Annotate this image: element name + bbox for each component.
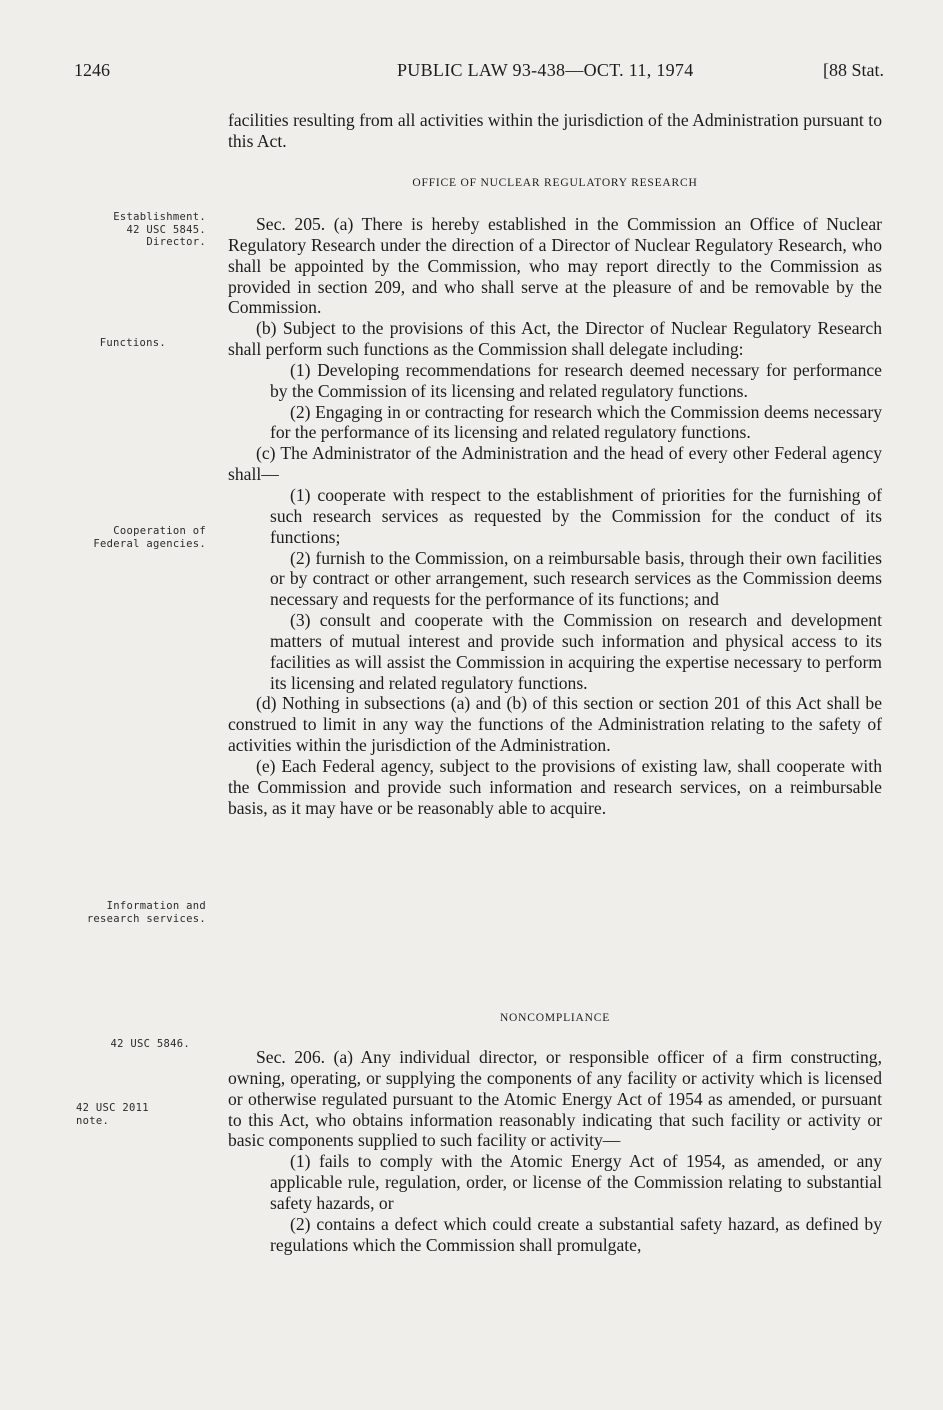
sec205-b1: (1) Developing recommendations for research deemed necessary for performance by the Commission of its licensing and related regulatory functions. [270, 359, 882, 401]
margin-note-line: Establishment. [113, 211, 206, 223]
margin-note-usc2011 [76, 1102, 196, 1127]
intro-paragraph [228, 110, 882, 152]
page-number: 1246 [74, 60, 110, 80]
margin-note-line: Cooperation of [113, 525, 206, 537]
margin-note-line: 42 USC 5846. [110, 1038, 190, 1050]
sec205-c1: (1) cooperate with respect to the establishment of priorities for the furnishing of such research services as requested by the Commission for the conduct of its functions; [270, 484, 882, 547]
section-206 [228, 1047, 882, 1255]
margin-note-line: note. [76, 1114, 110, 1127]
section-205 [228, 214, 882, 818]
margin-note-line: Functions. [99, 337, 166, 349]
sec205-b: (b) Subject to the provisions of this Act, the Director of Nuclear Regulatory Research shall perform such functions as the Commission shall delegate including: [228, 318, 882, 360]
intro-text: facilities resulting from all activities within the jurisdiction of the Administration pursuant to this Act. [228, 110, 882, 151]
sec206-a2: (2) contains a defect which could create a substantial safety hazard, as defined by regulations which the Commission shall promulgate, [270, 1213, 882, 1255]
margin-note-line: Federal agencies. [93, 537, 206, 550]
sec205-a: Sec. 205. (a) There is hereby established in the Commission an Office of Nuclear Regulatory Research under the direction of a Director of Nuclear Regulatory Research, who shall be appointed by the Commission, who may report directly to the Commission as provided in section 209, and who shall serve at the pleasure of and be removable by the Commission. [228, 214, 882, 318]
margin-note-line: Director. [146, 236, 206, 248]
margin-note-establishment [56, 211, 206, 249]
sec205-e: (e) Each Federal agency, subject to the provisions of existing law, shall cooperate with the Commission and provide such information and research services, on a reimbursable basis, as it may have or be reasonably able to acquire. [228, 755, 882, 818]
margin-note-line: research services. [86, 912, 206, 925]
sec206-a1: (1) fails to comply with the Atomic Energy Act of 1954, as amended, or any applicable rule, regulation, order, or license of the Commission relating to substantial safety hazards, or [270, 1151, 882, 1213]
heading-office-nuclear-regulatory-research: OFFICE OF NUCLEAR REGULATORY RESEARCH [412, 177, 698, 189]
page-header [74, 60, 892, 84]
running-title: PUBLIC LAW 93-438—OCT. 11, 1974 [397, 60, 694, 80]
margin-note-line: Information and [106, 900, 206, 912]
sec205-b2: (2) Engaging in or contracting for research which the Commission deems necessary for the performance of its licensing and related regulatory functions. [270, 401, 882, 443]
margin-note-line: 42 USC 2011 [76, 1102, 149, 1114]
margin-note-usc5846 [56, 1038, 190, 1051]
margin-note-functions [56, 337, 166, 350]
statute-reference: [88 Stat. [823, 60, 884, 80]
sec205-d: (d) Nothing in subsections (a) and (b) of this section or section 201 of this Act shall be construed to limit in any way the functions of the Administration relating to the safety of activities within the jurisdiction of the Administration. [228, 693, 882, 756]
margin-note-cooperation [56, 525, 206, 550]
sec205-c: (c) The Administrator of the Administration and the head of every other Federal agency shall— [228, 443, 882, 485]
sec205-c2: (2) furnish to the Commission, on a reimbursable basis, through their own facilities or by contract or other arrangement, such research services as the Commission deems necessary and requests for the performance of its functions; and [270, 547, 882, 610]
margin-note-information [56, 900, 206, 925]
margin-note-line: 42 USC 5845. [126, 223, 206, 236]
sec205-c3: (3) consult and cooperate with the Commission on research and development matters of mutual interest and provide such information and physical access to its facilities as will assist the Commission in acquiring the expertise necessary to perform its licensing and related regulatory functions. [270, 610, 882, 693]
sec206-a: Sec. 206. (a) Any individual director, or responsible officer of a firm constructing, owning, operating, or supplying the components of any facility or activity which is licensed or otherwise regulated pursuant to the Atomic Energy Act of 1954 as amended, or pursuant to this Act, who obtains information reasonably indicating that such facility or activity or basic components supplied to such facility or activity— [228, 1047, 882, 1151]
heading-noncompliance: NONCOMPLIANCE [499, 1012, 611, 1024]
